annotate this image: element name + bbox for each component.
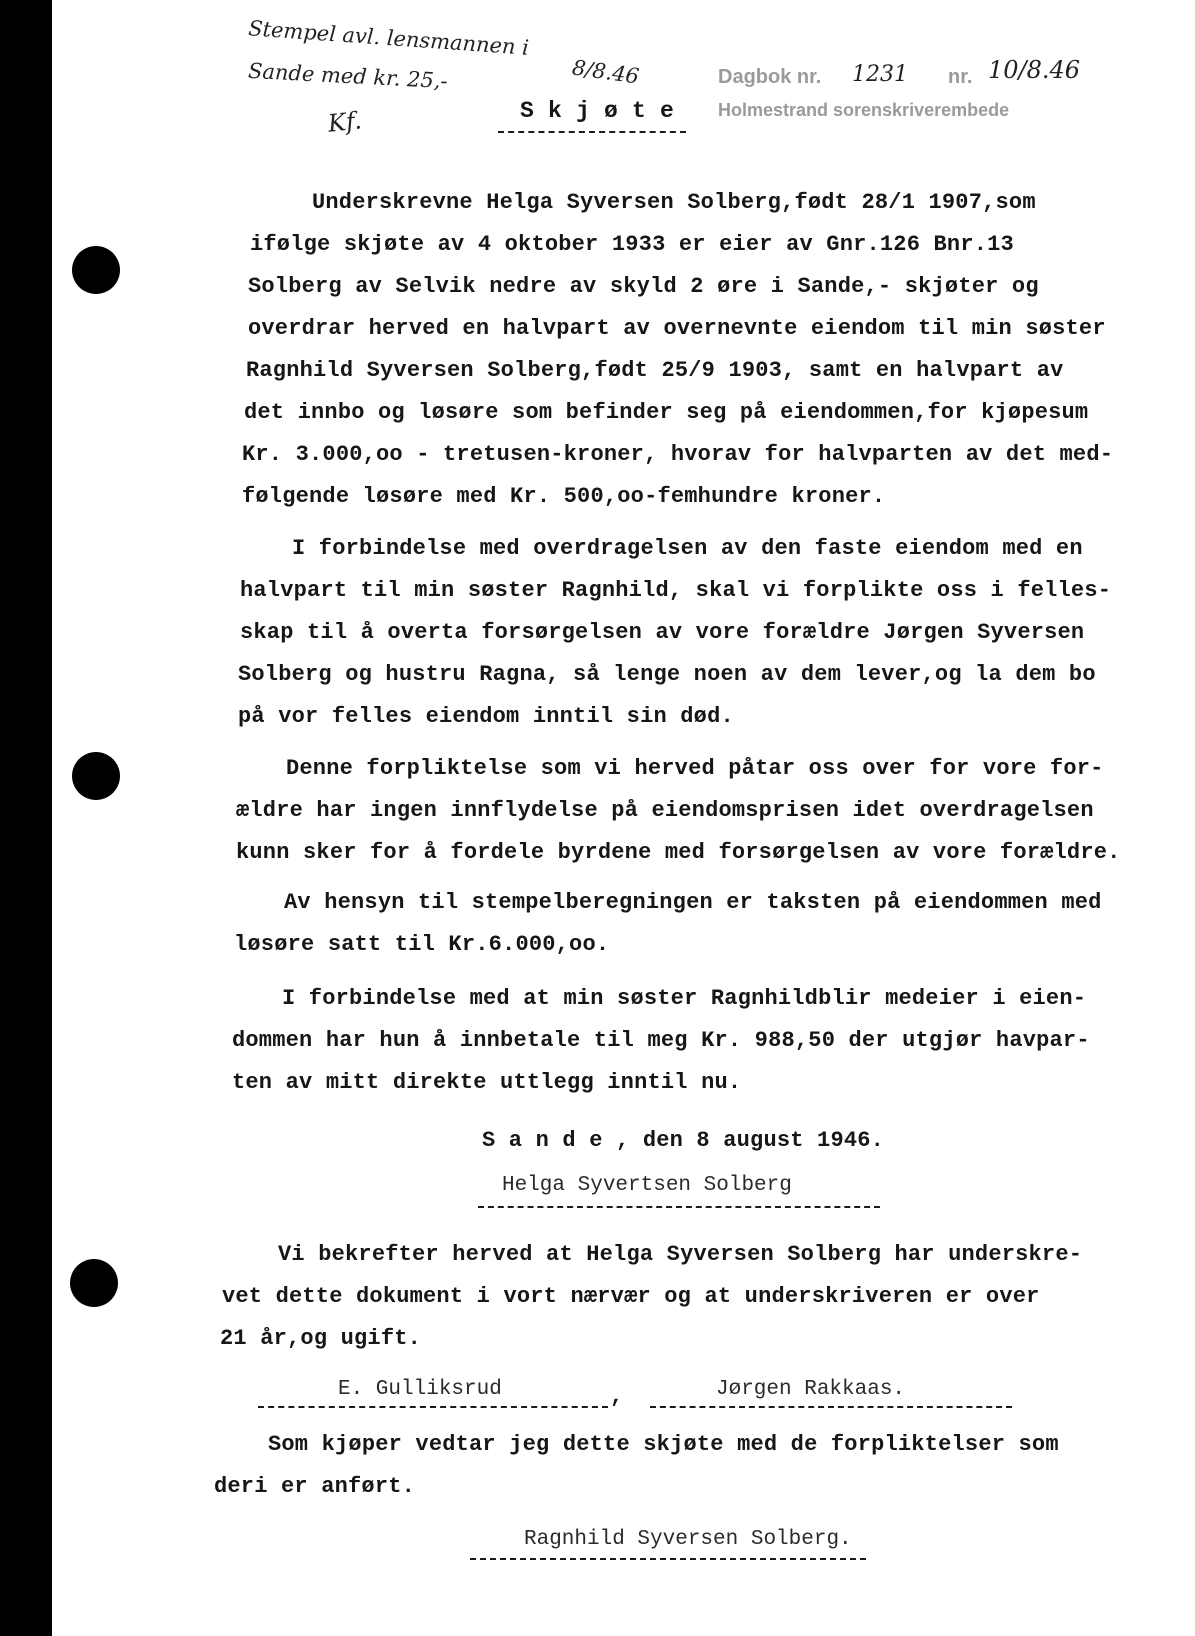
handwritten-note-line2: Sande med kr. 25,- — [247, 58, 449, 94]
witness-paragraph-line-2: vet dette dokument i vort nærvær og at underskriveren er over — [222, 1284, 1040, 1309]
paragraph-2-line-2: halvpart til min søster Ragnhild, skal vi forplikte oss i felles- — [240, 578, 1112, 603]
witness-2-signature: Jørgen Rakkaas. — [716, 1378, 906, 1401]
paragraph-3-line-2: ældre har ingen innflydelse på eiendomsprisen idet overdragelsen — [236, 798, 1094, 823]
witness-1-signature: E. Gulliksrud — [338, 1378, 502, 1401]
binder-hole-top — [72, 246, 120, 294]
handwritten-date: 8/8.46 — [570, 55, 641, 89]
stamp-office: Holmestrand sorenskriverembede — [718, 100, 1010, 120]
paragraph-2-line-4: Solberg og hustru Ragna, så lenge noen av dem lever,og la dem bo — [238, 662, 1096, 687]
paragraph-5-line-1: I forbindelse med at min søster Ragnhildblir medeier i eien- — [282, 986, 1087, 1011]
witness-paragraph-line-1: Vi bekrefter herved at Helga Syversen Solberg har underskre- — [278, 1242, 1083, 1267]
paragraph-1-line-2: ifølge skjøte av 4 oktober 1933 er eier av Gnr.126 Bnr.13 — [250, 232, 1014, 257]
paragraph-2-line-3: skap til å overta forsørgelsen av vore forældre Jørgen Syversen — [240, 620, 1085, 645]
binder-hole-middle — [72, 752, 120, 800]
witness-1-line — [258, 1406, 608, 1408]
paragraph-5-line-2: dommen har hun å innbetale til meg Kr. 988,50 der utgjør havpar- — [232, 1028, 1090, 1053]
title-underline — [498, 131, 686, 133]
stamp-dagbok-number: 1231 — [852, 62, 908, 87]
paragraph-3-line-3: kunn sker for å fordele byrdene med forsørgelsen av vore forældre. — [236, 840, 1121, 865]
paragraph-1-line-3: Solberg av Selvik nedre av skyld 2 øre i Sande,- skjøter og — [248, 274, 1039, 299]
document-page — [52, 0, 1195, 1636]
buyer-signature-line — [470, 1558, 866, 1560]
witness-paragraph-line-3: 21 år,og ugift. — [220, 1326, 422, 1351]
paragraph-1-line-5: Ragnhild Syversen Solberg,født 25/9 1903, samt en halvpart av — [246, 358, 1064, 383]
binder-hole-bottom — [70, 1259, 118, 1307]
paragraph-1-line-8: følgende løsøre med Kr. 500,oo-femhundre kroner. — [242, 484, 886, 509]
paragraph-3-line-1: Denne forpliktelse som vi herved påtar oss over for vore for- — [286, 756, 1104, 781]
paragraph-5-line-3: ten av mitt direkte uttlegg inntil nu. — [232, 1070, 742, 1095]
buyer-paragraph-line-2: deri er anført. — [214, 1474, 416, 1499]
handwritten-note-line1: Stempel avl. lensmannen i — [247, 16, 530, 60]
stamp-dagbok-label: Dagbok nr. — [718, 66, 822, 88]
place-date-line: S a n d e , den 8 august 1946. — [482, 1128, 885, 1153]
paragraph-1-line-4: overdrar herved en halvpart av overnevnte eiendom til min søster — [248, 316, 1106, 341]
handwritten-initials: Kf. — [326, 106, 363, 138]
paragraph-4-line-2: løsøre satt til Kr.6.000,oo. — [234, 932, 610, 957]
buyer-paragraph-line-1: Som kjøper vedtar jeg dette skjøte med de forpliktelser som — [268, 1432, 1059, 1457]
paragraph-2-line-1: I forbindelse med overdragelsen av den faste eiendom med en — [292, 536, 1083, 561]
paragraph-1-line-6: det innbo og løsøre som befinder seg på eiendommen,for kjøpesum — [244, 400, 1089, 425]
document-title: S k j ø t e — [520, 98, 675, 124]
buyer-signature: Ragnhild Syversen Solberg. — [524, 1528, 852, 1551]
paragraph-1-line-7: Kr. 3.000,oo - tretusen-kroner, hvorav for halvparten av det med- — [242, 442, 1114, 467]
stamp-date-prefix: nr. — [948, 66, 973, 88]
stamp-date: 10/8.46 — [988, 56, 1081, 84]
seller-signature-line — [478, 1206, 880, 1208]
seller-signature: Helga Syvertsen Solberg — [502, 1174, 792, 1197]
paragraph-1-line-1: Underskrevne Helga Syversen Solberg,født 28/1 1907,som — [312, 190, 1036, 215]
paragraph-4-line-1: Av hensyn til stempelberegningen er taksten på eiendommen med — [284, 890, 1102, 915]
paragraph-2-line-5: på vor felles eiendom inntil sin død. — [238, 704, 734, 729]
witness-separator: , — [610, 1384, 624, 1409]
witness-2-line — [650, 1406, 1012, 1408]
